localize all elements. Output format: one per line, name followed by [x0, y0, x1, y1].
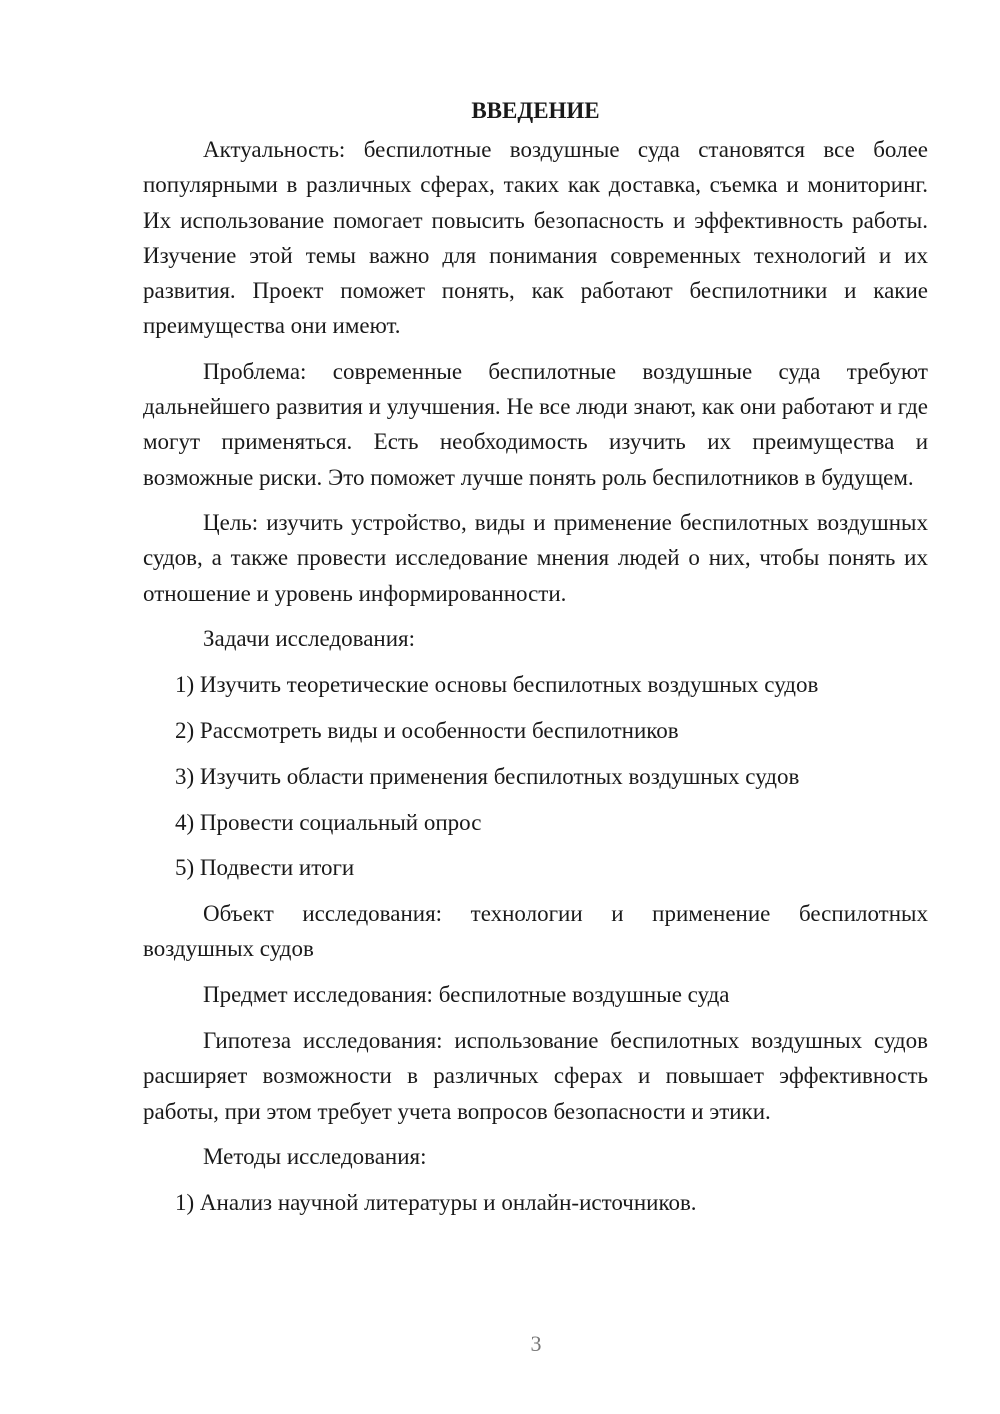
page-content — [143, 93, 928, 1231]
task-item-1: 1) Изучить теоретические основы беспилотных воздушных судов — [175, 672, 819, 698]
paragraph-subject: Предмет исследования: беспилотные воздушные суда — [203, 981, 730, 1007]
methods-title: Методы исследования: — [203, 1143, 427, 1169]
tasks-title: Задачи исследования: — [203, 625, 416, 651]
paragraph-object: Объект исследования: технологии и применение беспилотных воздушных судов — [143, 901, 928, 962]
task-item-2: 2) Рассмотреть виды и особенности беспилотников — [175, 717, 679, 743]
task-item-3: 3) Изучить области применения беспилотных воздушных судов — [175, 763, 800, 789]
paragraph-hypothesis: Гипотеза исследования: использование беспилотных воздушных судов расширяет возможности в различных сферах и повышает эффективность работы, при этом требует учета вопросов безопасности и этики. — [143, 1028, 928, 1124]
paragraph-problem: Проблема: современные беспилотные воздушные суда требуют дальнейшего развития и улучшения. Не все люди знают, как они работают и где могут применяться. Есть необходимость изучить их преимущества и возможные риски. Это поможет лучше понять роль беспилотников в будущем. — [143, 358, 928, 490]
task-item-5: 5) Подвести итоги — [175, 855, 355, 881]
section-heading: ВВЕДЕНИЕ — [471, 98, 600, 123]
paragraph-goal: Цель: изучить устройство, виды и применение беспилотных воздушных судов, а также провести исследование мнения людей о них, чтобы понять их отношение и уровень информированности. — [143, 509, 928, 606]
page-number: 3 — [530, 1331, 542, 1356]
task-item-4: 4) Провести социальный опрос — [175, 809, 482, 835]
paragraph-relevance: Актуальность: беспилотные воздушные суда становятся все более популярными в различных сферах, таких как доставка, съемка и мониторинг. Их использование помогает повысить безопасность и эффективность работы. Изучение этой темы важно для понимания современных технологий и их развития. Проект поможет понять, как работают беспилотники и какие преимущества они имеют. — [143, 137, 928, 339]
method-item-1: 1) Анализ научной литературы и онлайн-источников. — [175, 1190, 697, 1216]
